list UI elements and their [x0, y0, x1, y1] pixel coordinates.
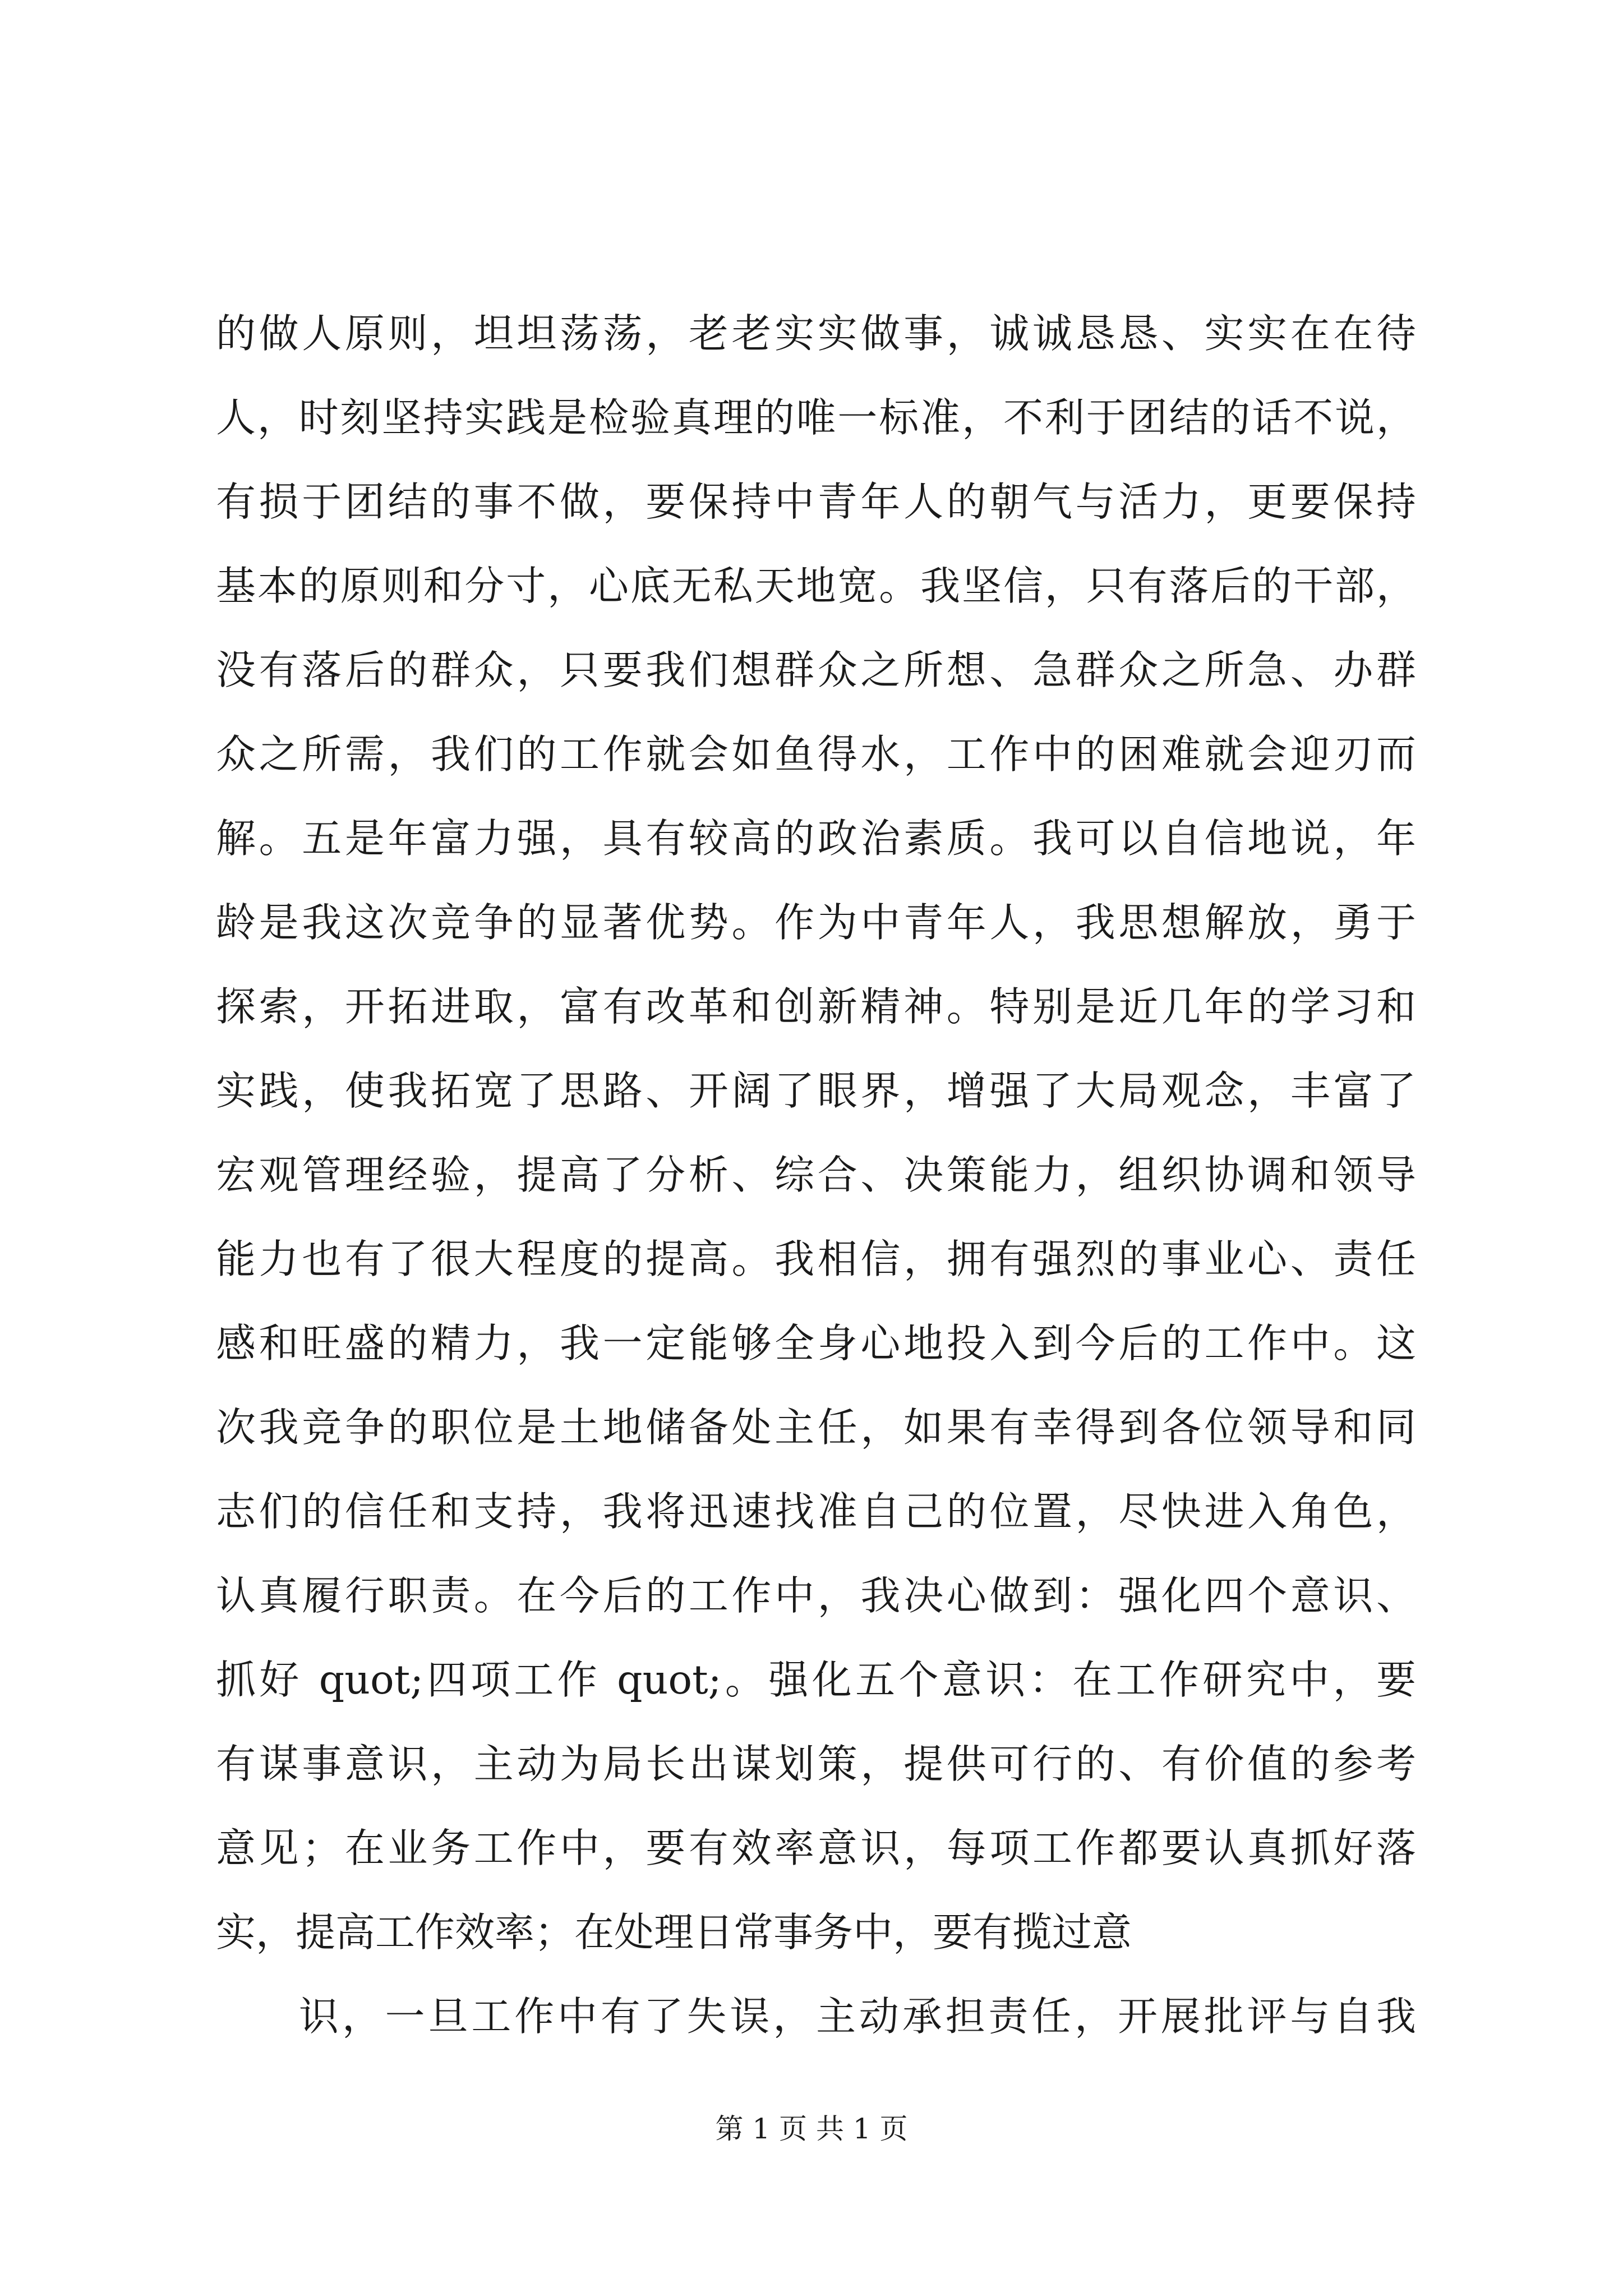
- text-line: 认真履行职责。在今后的工作中，我决心做到：强化四个意识、: [216, 1572, 1416, 1619]
- text-line: 基本的原则和分寸，心底无私天地宽。我坚信，只有落后的干部，: [216, 563, 1416, 609]
- text-line: 探索，开拓进取，富有改革和创新精神。特别是近几年的学习和: [216, 983, 1416, 1030]
- text-line: 志们的信任和支持，我将迅速找准自己的位置，尽快进入角色，: [216, 1488, 1416, 1535]
- text-line: 有损于团结的事不做，要保持中青年人的朝气与活力，更要保持: [216, 478, 1416, 525]
- text-line: 意见；在业务工作中，要有效率意识，每项工作都要认真抓好落: [216, 1825, 1416, 1871]
- text-line: 识，一旦工作中有了失误，主动承担责任，开展批评与自我: [299, 1993, 1416, 2040]
- text-line: 感和旺盛的精力，我一定能够全身心地投入到今后的工作中。这: [216, 1320, 1416, 1366]
- text-line: 宏观管理经验，提高了分析、综合、决策能力，组织协调和领导: [216, 1152, 1416, 1198]
- text-line: 有谋事意识，主动为局长出谋划策，提供可行的、有价值的参考: [216, 1741, 1416, 1787]
- text-line: 解。五是年富力强，具有较高的政治素质。我可以自信地说，年: [216, 815, 1416, 862]
- text-line: 抓好 quot;四项工作 quot;。强化五个意识：在工作研究中，要: [216, 1657, 1416, 1703]
- page-number-label: 第 1 页 共 1 页: [715, 2113, 908, 2145]
- text-line: 的做人原则，坦坦荡荡，老老实实做事，诚诚恳恳、实实在在待: [216, 310, 1416, 357]
- page-footer: [0, 2109, 1623, 2148]
- text-line: 龄是我这次竞争的显著优势。作为中青年人，我思想解放，勇于: [216, 899, 1416, 946]
- text-line: 众之所需，我们的工作就会如鱼得水，工作中的困难就会迎刃而: [216, 731, 1416, 777]
- text-line: 没有落后的群众，只要我们想群众之所想、急群众之所急、办群: [216, 647, 1416, 693]
- text-line: 人，时刻坚持实践是检验真理的唯一标准，不利于团结的话不说，: [216, 394, 1416, 441]
- body-text: [216, 292, 1416, 2059]
- text-line: 次我竞争的职位是土地储备处主任，如果有幸得到各位领导和同: [216, 1404, 1416, 1451]
- text-line: 实，提高工作效率；在处理日常事务中，要有揽过意: [216, 1909, 1132, 1955]
- text-line: 实践，使我拓宽了思路、开阔了眼界，增强了大局观念，丰富了: [216, 1068, 1416, 1114]
- text-line: 能力也有了很大程度的提高。我相信，拥有强烈的事业心、责任: [216, 1236, 1416, 1282]
